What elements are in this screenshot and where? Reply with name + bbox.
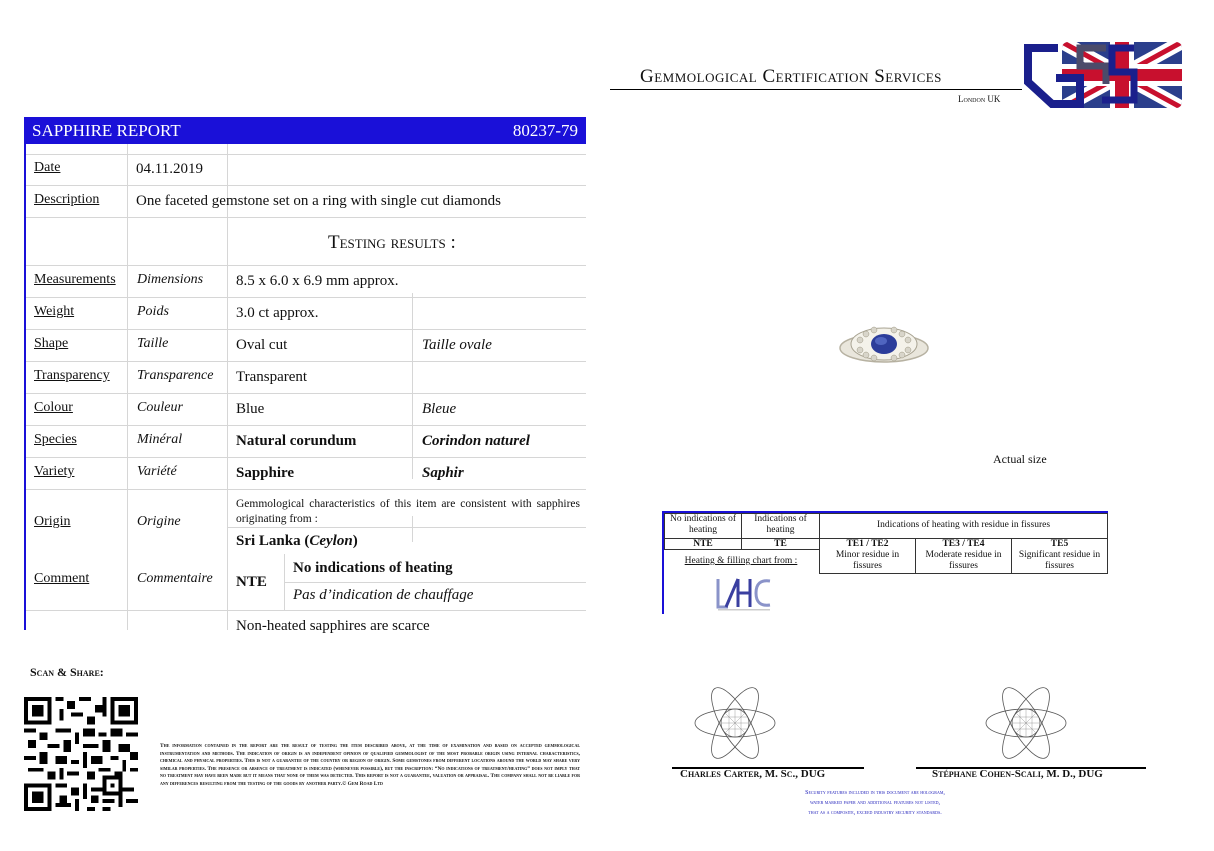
actual-size-caption: Actual size [993,452,1047,466]
security-note [640,788,1110,818]
measurements-value: 8.5 x 6.0 x 6.9 mm approx. [236,273,399,289]
weight-label: Weight [34,304,75,319]
security-line-2: water marked paper and additional features not listed, [809,800,941,806]
species-value-fr: Corindon naturel [422,433,530,449]
heating-chart [662,511,1108,615]
group-title: Indications of heating with residue in fissures [876,520,1051,530]
comment-fr: Pas d’indication de chauffage [293,587,474,603]
colour-value: Blue [236,401,265,417]
qr-code[interactable] [24,697,138,811]
transparency-label: Transparency [34,368,110,383]
chart-frame-top [662,511,1108,513]
note-row [26,611,586,641]
origin-value [236,533,358,550]
signature-name-left: Charles Carter, M. Sc., DUG [680,768,826,780]
lhc-logo-icon [714,575,774,613]
transparency-label-fr: Transparence [137,368,214,383]
signature-name-right: Stéphane Cohen-Scali, M. D., DUG [932,768,1103,780]
grid-line [228,527,586,528]
origin-label-fr: Origine [137,514,181,529]
gcs-logo [1022,42,1182,108]
description-row [26,186,586,218]
variety-value-fr: Saphir [422,465,464,481]
report-row [26,458,586,490]
origin-label: Origin [34,514,71,529]
comment-label-fr: Commentaire [137,571,213,586]
disclaimer-text: The information contained in the report are the result of testing the item described above, at the time of examination and based on accepted gemmological instrumentation and methods. The indication of origin is an independent opinion of qualified gemmologist of the most probable origin using internal characteristics, chemical and physical properties. This is not a guarantee of the country or region of origin. Some gemstones from different locations around the world may share very similar properties. The presence or absence of treatment is indicated (whenever possible), but the inscription: “No indications of treatment/heating” does not imply that no treatment may have been made but it means that none of them was detected. This report is not a guarantee, valuation or appraisal. The company shall not be liable for any differences resulting from the testing of the goods by another party.© Gem Road Ltd [160,743,580,787]
variety-label-fr: Variété [137,464,177,479]
description-value: One faceted gemstone set on a ring with single cut diamonds [136,193,501,209]
code-te5: TE5 [1050,539,1069,549]
comment-row [26,554,586,611]
signature-seal-right [983,680,1069,766]
origin-row [26,490,586,554]
shape-value: Oval cut [236,337,288,353]
lhc-logo [714,575,774,613]
species-value: Natural corundum [236,433,357,449]
report-row [26,266,586,298]
code-te: TE [774,539,787,549]
transparency-value: Transparent [236,369,308,385]
spacer-row [26,144,586,155]
origin-region: Ceylon [309,533,353,549]
variety-value: Sapphire [236,465,295,481]
sapphire-report [24,117,586,634]
col1-title: No indications of heating [670,514,736,535]
colour-label-fr: Couleur [137,400,183,415]
chart-from-label: Heating & filling chart from : [684,556,798,566]
variety-label: Variety [34,464,75,479]
gcs-flag-icon [1022,42,1182,108]
report-title: SAPPHIRE REPORT [32,120,181,140]
chart-frame-left [662,511,664,614]
testing-results-row [26,218,586,266]
code-nte: NTE [693,539,713,549]
report-row [26,426,586,458]
report-header [24,117,586,144]
ring-photo [838,322,930,372]
col2-title: Indications of heating [754,514,807,535]
weight-label-fr: Poids [137,304,169,319]
report-number: 80237-79 [512,120,578,140]
residue-minor: Minor residue in fissures [835,550,900,571]
date-value: 04.11.2019 [136,161,203,177]
residue-significant: Significant residue in fissures [1018,550,1101,571]
brand-divider [610,89,1022,90]
origin-text: Gemmological characteristics of this item are consistent with sapphires originating from : [236,498,580,525]
signature-seal-left [692,680,778,766]
brand-location: London UK [958,94,1001,104]
date-label: Date [34,160,61,175]
colour-label: Colour [34,400,73,415]
report-row [26,330,586,362]
shape-value-fr: Taille ovale [422,337,492,353]
report-row [26,362,586,394]
colour-value-fr: Bleue [422,401,457,417]
atom-seal-icon [692,680,778,766]
origin-paren: ) [352,533,358,549]
code-te1-te2: TE1 / TE2 [846,539,889,549]
note-text: Non-heated sapphires are scarce [236,618,430,634]
species-label: Species [34,432,77,447]
species-label-fr: Minéral [137,432,183,447]
comment-code: NTE [236,574,267,590]
grid-line [285,582,586,583]
date-row [26,155,586,186]
security-line-3: that as a composite, exceed industry security standards. [808,810,942,816]
report-row [26,298,586,330]
security-line-1: Security features included in this document are hologram, [805,790,945,796]
shape-label: Shape [34,336,69,351]
atom-seal-icon [983,680,1069,766]
description-label: Description [34,192,100,207]
origin-country: Sri Lanka ( [236,533,310,549]
code-te3-te4: TE3 / TE4 [942,539,985,549]
testing-results-heading: Testing results : [328,232,456,253]
measurements-label-fr: Dimensions [137,272,204,287]
comment-en: No indications of heating [293,560,453,576]
residue-moderate: Moderate residue in fissures [925,550,1002,571]
comment-label: Comment [34,571,90,586]
scan-share-title: Scan & Share: [30,665,104,679]
qr-code-icon [24,697,138,811]
weight-value: 3.0 ct approx. [236,305,319,321]
report-body [24,144,586,634]
report-row [26,394,586,426]
shape-label-fr: Taille [137,336,169,351]
sapphire-ring-icon [838,322,930,372]
brand-title: Gemmological Certification Services [640,66,942,87]
measurements-label: Measurements [34,272,116,287]
